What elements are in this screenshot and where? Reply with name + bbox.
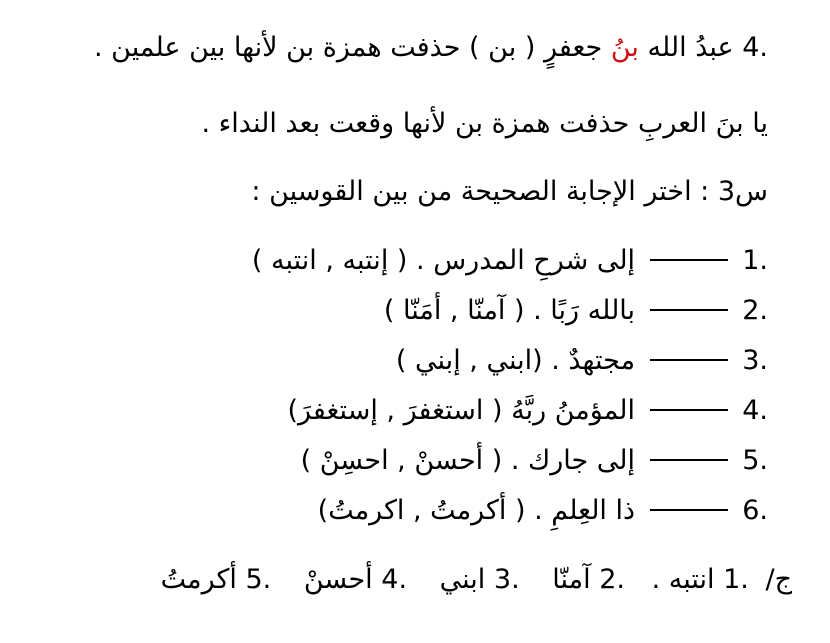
item-text: ذا العِلمِ . ( أكرمتُ , اكرمتُ) — [317, 495, 636, 526]
answer-blank — [650, 259, 728, 261]
answer-entry — [440, 564, 520, 595]
highlighted-word: بنُ — [610, 32, 639, 63]
question-label: س3 : اختر الإجابة الصحيحة من بين القوسين : — [251, 176, 768, 207]
answer-blank — [650, 309, 728, 311]
answer-entry — [652, 564, 749, 595]
answer-entry — [304, 564, 407, 595]
answer-blank — [650, 459, 728, 461]
item-number: 4. — [742, 32, 768, 63]
note-line-4 — [94, 30, 768, 66]
item-number: 5. — [245, 564, 272, 595]
item-number: 3. — [493, 564, 520, 595]
item-number: 6. — [742, 495, 768, 526]
question-item-5 — [301, 443, 768, 479]
answer-blank — [650, 509, 728, 511]
question-item-1 — [252, 243, 768, 279]
answer-line — [161, 562, 792, 598]
question-item-4 — [287, 393, 768, 429]
item-number: 3. — [742, 345, 768, 376]
question-item-2 — [384, 293, 768, 329]
item-number: 2. — [599, 564, 625, 595]
item-number: 4. — [381, 564, 408, 595]
item-text: إلى جارك . ( أحسنْ , احسِنْ ) — [300, 445, 636, 476]
answer-blank — [650, 409, 728, 411]
answer-text: أكرمتُ — [160, 564, 237, 595]
note-text: يا بنَ العربِ حذفت همزة بن لأنها وقعت بعد النداء . — [201, 108, 768, 139]
answer-text: أحسنْ — [303, 564, 373, 595]
question-item-3 — [396, 343, 768, 379]
answer-prefix: ج/ — [765, 564, 792, 595]
answer-text: انتبه . — [651, 564, 715, 595]
note-text-pre: عبدُ الله — [647, 32, 734, 63]
item-text: مجتهدٌ . (ابني , إبني ) — [395, 345, 636, 376]
item-number: 1. — [723, 564, 749, 595]
note-text-post: جعفرٍ ( بن ) حذفت همزة بن لأنها بين علمين . — [94, 32, 603, 63]
item-number: 2. — [742, 295, 768, 326]
item-number: 1. — [742, 245, 768, 276]
answer-blank — [650, 359, 728, 361]
note-line-5 — [201, 106, 768, 142]
answer-entry — [552, 564, 625, 595]
question-item-6 — [318, 493, 768, 529]
item-text: إلى شرحِ المدرس . ( إنتبه , انتبه ) — [251, 245, 636, 276]
answer-text: آمنّا — [552, 564, 591, 595]
item-text: المؤمنُ ربَّهُ ( استغفرَ , إستغفرَ) — [287, 395, 636, 426]
answer-entry — [161, 564, 272, 595]
item-text: بالله رَبًا . ( آمنّا , أمَنّا ) — [383, 295, 636, 326]
item-number: 5. — [742, 445, 768, 476]
answer-text: ابني — [439, 564, 486, 595]
question-heading — [251, 174, 768, 210]
item-number: 4. — [742, 395, 768, 426]
